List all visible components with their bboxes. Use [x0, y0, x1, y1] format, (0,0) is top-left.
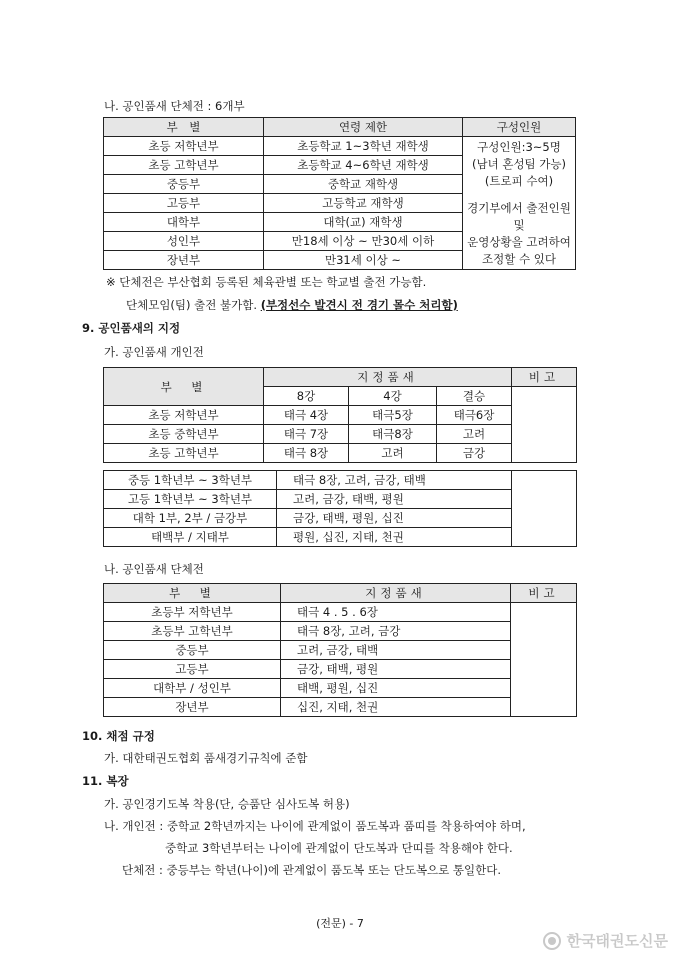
- table-cell: 초등부 저학년부: [104, 603, 281, 622]
- individual-upper-table: [103, 470, 577, 547]
- table-cell: 태극 7장: [264, 425, 349, 444]
- individual-heading: 가. 공인품새 개인전: [104, 345, 204, 359]
- table-cell: 태극 4 . 5 . 6장: [281, 603, 511, 622]
- table-cell: 태극6장: [437, 406, 512, 425]
- table-cell: 대학부 / 성인부: [104, 679, 281, 698]
- members-note: [463, 137, 576, 270]
- table-cell: 중등 1학년부 ~ 3학년부: [104, 471, 277, 490]
- table-cell: 초등 고학년부: [104, 156, 264, 175]
- table-cell: 태극 8장, 고려, 금강: [281, 622, 511, 641]
- header-poomsae: 지정품새: [264, 368, 512, 387]
- note-line: [463, 190, 575, 200]
- table-cell: 대학 1부, 2부 / 금강부: [104, 509, 277, 528]
- table-cell: 태백부 / 지태부: [104, 528, 277, 547]
- section-10-title: 10. 채점 규정: [82, 729, 155, 743]
- team-section-heading: 나. 공인품새 단체전 : 6개부: [104, 99, 245, 113]
- header-age-limit: 연령 제한: [264, 118, 463, 137]
- individual-elementary-table: [103, 367, 577, 463]
- table-cell: 고려: [437, 425, 512, 444]
- table-cell: 중등부: [104, 175, 264, 194]
- table-cell: 초등학교 1~3학년 재학생: [264, 137, 463, 156]
- uniform-rule-2: 나. 개인전 : 중학교 2학년까지는 나이에 관계없이 품도복과 품띠를 착용하여야 하며,: [104, 819, 526, 833]
- note-line: (남녀 혼성팀 가능): [471, 156, 567, 171]
- header-division: 부 별: [104, 584, 281, 603]
- table-cell: 고등부: [104, 660, 281, 679]
- header-note: 비고: [512, 368, 577, 387]
- watermark-logo-icon: [543, 932, 561, 950]
- table-cell: 초등부 고학년부: [104, 622, 281, 641]
- table-cell: 태극5장: [349, 406, 437, 425]
- watermark-text: 한국태권도신문: [566, 932, 668, 950]
- table-cell: 만18세 이상 ~ 만30세 이하: [264, 232, 463, 251]
- table-cell: 금강: [437, 444, 512, 463]
- section-9-title: 9. 공인품새의 지정: [82, 321, 181, 335]
- table-cell: 태극 8장: [264, 444, 349, 463]
- table-cell: 태극8장: [349, 425, 437, 444]
- table-cell: 금강, 태백, 평원: [281, 660, 511, 679]
- team-poomsae-table: [103, 583, 577, 717]
- note-line: 경기부에서 출전인원 및: [467, 200, 571, 232]
- uniform-rule-1: 가. 공인경기도복 착용(단, 승품단 심사도복 허용): [104, 797, 350, 811]
- table-cell: 초등 고학년부: [104, 444, 264, 463]
- header-poomsae: 지정품새: [281, 584, 511, 603]
- watermark: [543, 930, 668, 951]
- header-round-4: 4강: [349, 387, 437, 406]
- remark-line-1: ※ 단체전은 부산협회 등록된 체육관별 또는 학교별 출전 가능함.: [106, 275, 427, 289]
- table-cell: 장년부: [104, 251, 264, 270]
- team-age-table: [103, 117, 576, 270]
- table-cell: 초등학교 4~6학년 재학생: [264, 156, 463, 175]
- header-round-8: 8강: [264, 387, 349, 406]
- table-cell: 중학교 재학생: [264, 175, 463, 194]
- note-cell: [512, 387, 577, 463]
- table-cell: 태극 4장: [264, 406, 349, 425]
- table-cell: 태백, 평원, 십진: [281, 679, 511, 698]
- table-cell: 대학부: [104, 213, 264, 232]
- table-cell: 고등학교 재학생: [264, 194, 463, 213]
- table-cell: 십진, 지태, 천권: [281, 698, 511, 717]
- table-cell: 고려, 금강, 태백: [281, 641, 511, 660]
- table-cell: 금강, 태백, 평원, 십진: [277, 509, 512, 528]
- table-cell: 고려, 금강, 태백, 평원: [277, 490, 512, 509]
- table-cell: 초등 저학년부: [104, 137, 264, 156]
- remark-line-2: [126, 297, 458, 313]
- table-cell: 중등부: [104, 641, 281, 660]
- team-poomsae-heading: 나. 공인품새 단체전: [104, 562, 204, 576]
- table-cell: 장년부: [104, 698, 281, 717]
- header-division: 부 별: [104, 368, 264, 406]
- note-line: 조정할 수 있다: [482, 251, 556, 266]
- note-line: 구성인원:3~5명: [477, 139, 561, 154]
- uniform-rule-2-cont: 중학교 3학년부터는 나이에 관계없이 단도복과 단띠를 착용해야 한다.: [165, 841, 513, 855]
- remark-warning: (부정선수 발견시 전 경기 몰수 처리함): [260, 298, 458, 312]
- header-division: 부 별: [104, 118, 264, 137]
- uniform-rule-team: 단체전 : 중등부는 학년(나이)에 관계없이 품도복 또는 단도복으로 통일한다.: [122, 863, 502, 877]
- table-cell: 평원, 십진, 지태, 천권: [277, 528, 512, 547]
- section-11-title: 11. 복장: [82, 774, 129, 788]
- table-cell: 고려: [349, 444, 437, 463]
- header-round-final: 결승: [437, 387, 512, 406]
- page-footer: (전문) - 7: [316, 917, 364, 930]
- header-note: 비고: [511, 584, 577, 603]
- table-cell: 고등 1학년부 ~ 3학년부: [104, 490, 277, 509]
- table-cell: 초등 저학년부: [104, 406, 264, 425]
- note-cell: [512, 471, 577, 547]
- table-cell: 고등부: [104, 194, 264, 213]
- header-members: 구성인원: [463, 118, 576, 137]
- table-cell: 태극 8장, 고려, 금강, 태백: [277, 471, 512, 490]
- note-line: 운영상황을 고려하여: [467, 234, 571, 249]
- table-cell: 만31세 이상 ~: [264, 251, 463, 270]
- table-cell: 초등 중학년부: [104, 425, 264, 444]
- note-cell: [511, 603, 577, 717]
- note-line: (트로피 수여): [484, 173, 554, 188]
- table-cell: 대학(교) 재학생: [264, 213, 463, 232]
- table-cell: 성인부: [104, 232, 264, 251]
- scoring-rule: 가. 대한태권도협회 품새경기규칙에 준함: [104, 751, 308, 765]
- remark-text: 단체모임(팀) 출전 불가함.: [126, 298, 261, 312]
